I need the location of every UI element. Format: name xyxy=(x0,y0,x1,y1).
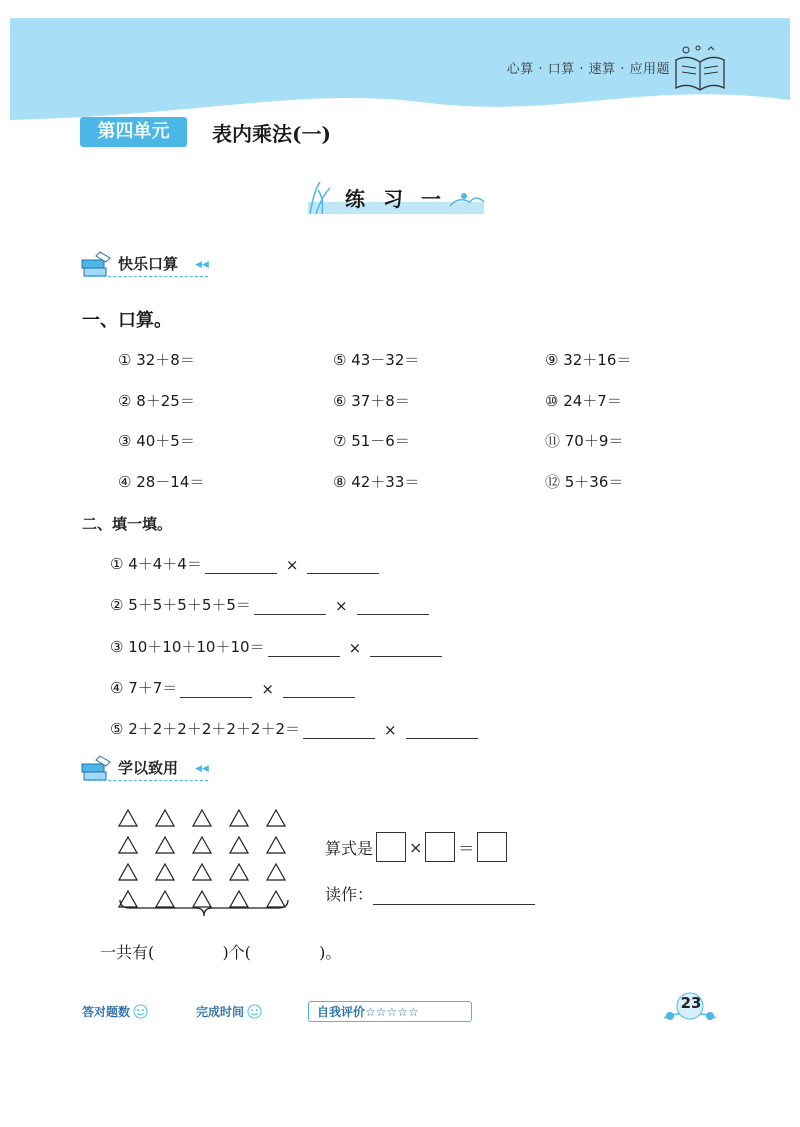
triangle-icon xyxy=(192,862,212,882)
unit-title: 表内乘法(一) xyxy=(212,122,331,146)
formula-row xyxy=(325,832,510,862)
fill-expression: ④ 7＋7＝ xyxy=(110,679,178,697)
answer-blank[interactable] xyxy=(180,681,252,698)
calc-item: ⑤ 43－32＝ xyxy=(333,351,420,369)
arrow-icon: ◀◀ xyxy=(195,260,209,270)
fill-item xyxy=(110,677,358,698)
triangle-icon xyxy=(229,835,249,855)
read-blank[interactable] xyxy=(373,886,535,905)
arrow-icon: ◀◀ xyxy=(195,764,209,774)
finish-time xyxy=(196,1003,262,1020)
fill-item xyxy=(110,636,445,657)
calc-item: ② 8＋25＝ xyxy=(118,392,195,410)
triangle-icon xyxy=(266,862,286,882)
formula-label: 算式是 xyxy=(325,838,374,858)
fill-item xyxy=(110,553,382,574)
smiley-icon xyxy=(247,1004,262,1019)
answer-blank[interactable] xyxy=(307,557,379,574)
answer-box[interactable] xyxy=(477,832,507,862)
times-sign: × xyxy=(384,721,397,739)
correct-label: 答对题数 xyxy=(82,1005,131,1019)
brace-icon xyxy=(118,898,290,920)
times-sign: × xyxy=(285,556,299,574)
triangle-icon xyxy=(155,835,175,855)
triangle-icon xyxy=(266,835,286,855)
answer-blank[interactable] xyxy=(268,640,340,657)
triangle-icon xyxy=(118,835,138,855)
triangle-icon xyxy=(192,835,212,855)
books-icon xyxy=(80,250,114,278)
answer-blank[interactable] xyxy=(370,640,442,657)
answer-blank[interactable] xyxy=(303,722,375,739)
triangle-icon xyxy=(192,808,212,828)
books-icon xyxy=(80,754,114,782)
total-suffix: )。 xyxy=(319,943,342,962)
read-row xyxy=(325,882,535,905)
answer-box[interactable] xyxy=(376,832,406,862)
divider xyxy=(88,780,208,781)
section-label-happy-calc: 快乐口算 xyxy=(118,255,179,273)
q2-heading: 二、填一填。 xyxy=(82,515,173,533)
self-evaluation[interactable]: 自我评价☆☆☆☆☆ xyxy=(308,1001,472,1022)
times-sign: × xyxy=(409,837,423,857)
page-number: 23 xyxy=(680,994,702,1012)
time-label: 完成时间 xyxy=(196,1005,245,1019)
triangle-icon xyxy=(155,862,175,882)
divider xyxy=(88,276,208,277)
calc-item: ⑫ 5＋36＝ xyxy=(545,473,624,491)
unit-badge: 第四单元 xyxy=(80,117,187,147)
calc-item: ⑨ 32＋16＝ xyxy=(545,351,632,369)
times-sign: × xyxy=(334,597,348,615)
calc-item: ⑥ 37＋8＝ xyxy=(333,392,410,410)
times-sign: × xyxy=(348,639,362,657)
total-mid: )个( xyxy=(222,943,251,962)
calc-item: ④ 28－14＝ xyxy=(118,473,205,491)
answer-blank[interactable] xyxy=(357,598,429,615)
fill-item xyxy=(110,594,432,615)
read-label: 读作： xyxy=(325,885,374,904)
times-sign: × xyxy=(261,680,274,698)
fill-expression: ⑤ 2＋2＋2＋2＋2＋2＋2＝ xyxy=(110,720,301,738)
calc-item: ① 32＋8＝ xyxy=(118,351,195,369)
section-label-apply: 学以致用 xyxy=(118,759,179,777)
triangle-icon xyxy=(229,862,249,882)
fill-item xyxy=(110,718,481,739)
answer-blank[interactable] xyxy=(254,598,326,615)
triangle-icon xyxy=(266,808,286,828)
triangle-icon xyxy=(155,808,175,828)
fill-expression: ② 5＋5＋5＋5＋5＝ xyxy=(110,596,251,614)
calc-item: ⑪ 70＋9＝ xyxy=(545,432,624,450)
smiley-icon xyxy=(133,1004,148,1019)
calc-item: ⑦ 51－6＝ xyxy=(333,432,410,450)
series-title: 心算 · 口算 · 速算 · 应用题 xyxy=(506,62,670,77)
calc-item: ⑧ 42＋33＝ xyxy=(333,473,420,491)
exercise-title: 练习一 xyxy=(345,187,459,211)
equals-sign: ＝ xyxy=(458,838,475,858)
book-icon xyxy=(672,44,728,92)
fill-expression: ③ 10＋10＋10＋10＝ xyxy=(110,638,265,656)
answer-blank[interactable] xyxy=(283,681,355,698)
calc-item: ③ 40＋5＝ xyxy=(118,432,195,450)
correct-count xyxy=(82,1003,148,1020)
answer-blank[interactable] xyxy=(205,557,277,574)
total-prefix: 一共有( xyxy=(100,943,155,962)
triangle-icon xyxy=(118,808,138,828)
fill-expression: ① 4＋4＋4＝ xyxy=(110,555,202,573)
answer-box[interactable] xyxy=(425,832,455,862)
total-row xyxy=(100,940,341,963)
triangle-icon xyxy=(229,808,249,828)
answer-blank[interactable] xyxy=(406,722,478,739)
q1-heading: 一、口算。 xyxy=(82,310,172,331)
calc-item: ⑩ 24＋7＝ xyxy=(545,392,622,410)
triangle-icon xyxy=(118,862,138,882)
